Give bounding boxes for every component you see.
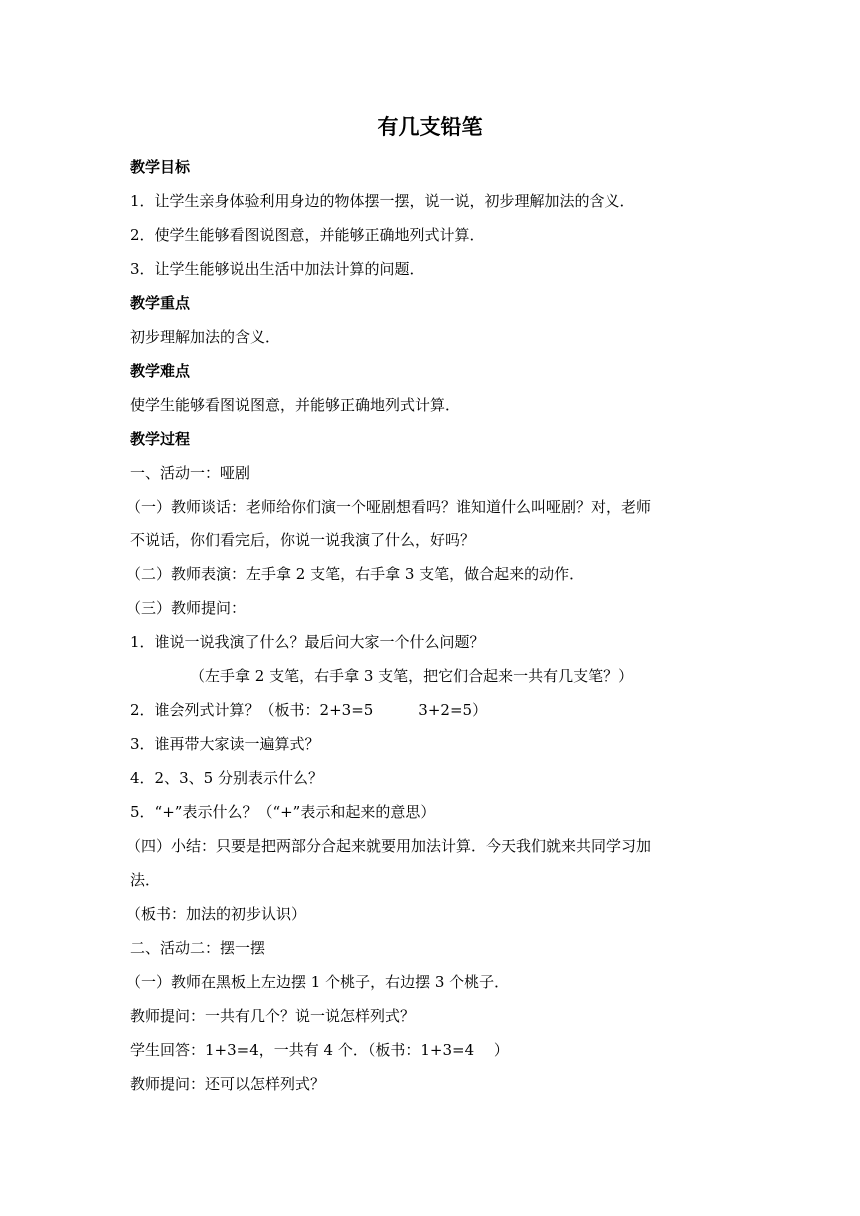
teacher-question-2: 教师提问：还可以怎样列式？ xyxy=(130,1075,326,1093)
section-heading-teaching-goals: 教学目标 xyxy=(130,158,191,176)
key-point-text: 初步理解加法的含义． xyxy=(130,328,281,346)
question-1: 1．谁说一说我演了什么？最后问大家一个什么问题？ xyxy=(130,633,485,651)
section-heading-process: 教学过程 xyxy=(130,430,191,448)
question-5: 5．“+”表示什么？（“+”表示和起来的意思） xyxy=(130,803,436,821)
goal-item-1: 1．让学生亲身体验利用身边的物体摆一摆，说一说，初步理解加法的含义． xyxy=(130,192,635,210)
goal-item-3: 3．让学生能够说出生活中加法计算的问题． xyxy=(130,260,425,278)
activity-two-step-1: （一）教师在黑板上左边摆 1 个桃子，右边摆 3 个桃子． xyxy=(126,973,510,991)
question-1-answer: （左手拿 2 支笔，右手拿 3 支笔，把它们合起来一共有几支笔？） xyxy=(190,667,634,685)
activity-one-step-3: （三）教师提问： xyxy=(126,599,247,617)
teacher-question-1: 教师提问：一共有几个？说一说怎样列式？ xyxy=(130,1007,416,1025)
question-3: 3．谁再带大家读一遍算式？ xyxy=(130,735,320,753)
student-answer-1: 学生回答：1+3=4，一共有 4 个．（板书：1+3=4 ） xyxy=(130,1041,509,1059)
activity-one-step-1-cont: 不说话，你们看完后，你说一说我演了什么，好吗？ xyxy=(130,531,476,549)
section-heading-key-points: 教学重点 xyxy=(130,294,191,312)
activity-one-heading: 一、活动一：哑剧 xyxy=(130,464,251,482)
question-2: 2．谁会列式计算？（板书：2+3=5 3+2=5） xyxy=(130,701,488,719)
activity-two-heading: 二、活动二：摆一摆 xyxy=(130,939,266,957)
difficulty-text: 使学生能够看图说图意，并能够正确地列式计算． xyxy=(130,396,461,414)
page-title: 有几支铅笔 xyxy=(377,115,483,139)
board-note: （板书：加法的初步认识） xyxy=(126,905,307,923)
section-heading-difficulties: 教学难点 xyxy=(130,362,191,380)
activity-one-step-1: （一）教师谈话：老师给你们演一个哑剧想看吗？谁知道什么叫哑剧？对，老师 xyxy=(126,498,652,516)
activity-one-step-2: （二）教师表演：左手拿 2 支笔，右手拿 3 支笔，做合起来的动作． xyxy=(126,565,585,583)
activity-one-summary: （四）小结：只要是把两部分合起来就要用加法计算．今天我们就来共同学习加 xyxy=(126,837,652,855)
question-4: 4．2、3、5 分别表示什么？ xyxy=(130,769,323,787)
activity-one-summary-cont: 法． xyxy=(130,871,161,889)
goal-item-2: 2．使学生能够看图说图意，并能够正确地列式计算． xyxy=(130,226,485,244)
